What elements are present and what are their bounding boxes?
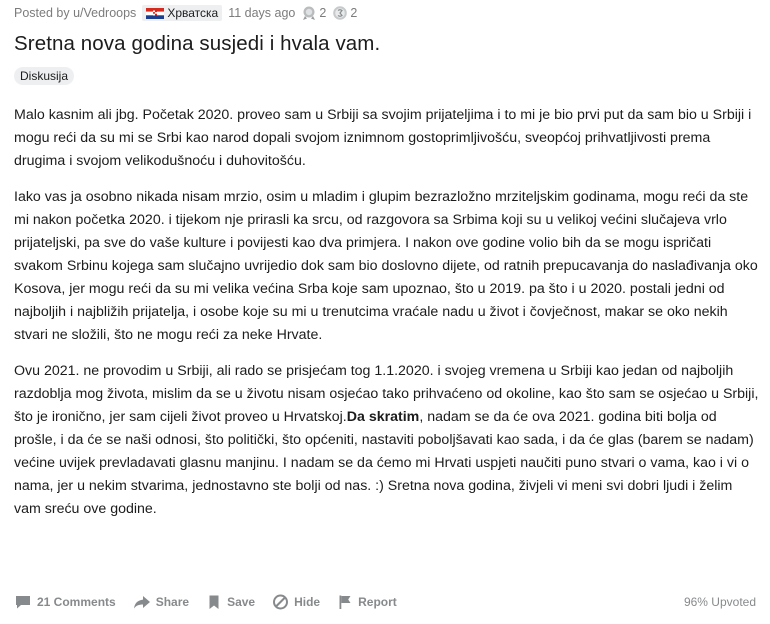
post-paragraph-text: , nadam se da će ova 2021. godina biti bolja od prošle, i da će se naši odnosi, što politički, što općeniti, nastaviti poboljšavati kao sada, i da će glas (barem se nadam) većine uvijek prevladavati glasnu manjinu. I nadam se da ćemo mi Hrvati uspjeti naučiti puno stvari o vama, kao i vi o nama, jer u nekim stvarima, jednostavno ste bolji od nas. :) Sretna nova godina, živjeli vi meni svi dobri ljudi i želim vam sreću ove godine. <box>14 409 754 517</box>
user-flair <box>142 5 222 21</box>
post-paragraph: Iako vas ja osobno nikada nisam mrzio, osim u mladim i glupim bezrazložno mrziteljskim godinama, mogu reći da ste mi nakon početka 2020. i tijekom nje prirasli ka srcu, od razgovora sa Srbima koji su u velikoj većini slučajeva vrlo prijateljski, pa sve do vaše kulture i povijesti kao dva primjera. I nakon ove godine volio bih da se mogu ispričati svakom Srbinu kojega sam slučajno uvrijedio dok sam bio doslovno dijete, od ratnih prepucavanja do naslađivanja oko Kosova, jer mogu reći da su mi velika većina Srba koje sam upoznao, što u 2019. pa što i u 2020. postali jedni od najboljih i najbližih prijatelja, i osobe koje su mi u trenutcima vraćale nadu u život i čovječnost, makar se oko nekih stvari ne složili, što ne mogu reći za neke Hrvate. <box>14 189 758 343</box>
award-silver[interactable] <box>301 5 326 21</box>
hide-label: Hide <box>294 595 321 609</box>
croatia-flag-icon <box>146 8 164 19</box>
save-label: Save <box>227 595 256 609</box>
award-silver-icon <box>301 5 317 21</box>
comments-button[interactable] <box>14 594 116 610</box>
comment-icon <box>14 594 32 610</box>
post-time[interactable]: 11 days ago <box>228 6 296 20</box>
post-body <box>14 104 760 534</box>
report-label: Report <box>358 595 397 609</box>
award-silver-count: 2 <box>319 6 327 20</box>
award-coin-icon <box>332 5 348 21</box>
share-arrow-icon <box>133 594 151 610</box>
post-flair[interactable]: Diskusija <box>14 67 74 85</box>
upvote-ratio: 96% Upvoted <box>683 595 756 609</box>
award-coin-count: 2 <box>350 6 358 20</box>
comments-label: 21 Comments <box>37 595 116 609</box>
posted-by[interactable]: Posted by u/Vedroops <box>14 6 137 20</box>
post-meta <box>14 4 357 22</box>
flag-icon <box>337 594 353 610</box>
post-actions <box>14 590 756 614</box>
hide-button[interactable] <box>272 594 320 610</box>
post-bold-text: Da skratim <box>346 409 420 425</box>
save-button[interactable] <box>206 594 255 610</box>
post-paragraph: Malo kasnim ali jbg. Početak 2020. proveo sam u Srbiji sa svojim prijateljima i to mi je bio prvi put da sam bio u Srbiji i mogu reći da su mi se Srbi kao narod dopali svojom iznimnom gostoprimljivošću, sveopćoj prihvatljivosti prema drugima i svojom velikodušnoću i duhovitošću. <box>14 107 752 169</box>
report-button[interactable] <box>337 594 397 610</box>
bookmark-icon <box>206 594 222 610</box>
post-paragraph-text: Ovu 2021. ne provodim u Srbiji, ali rado se prisjećam tog 1.1.2020. i svojeg vremena u Srbiji kao jedan od najboljih razdoblja mog života, mislim da se u životu nisam osjećao tako prihvaćeno od okoline, kao što sam se osjećao u Srbiji, što je ironično, jer sam cijeli život proveo u Hrvatskoj. <box>14 363 759 425</box>
hide-eye-icon <box>272 594 289 610</box>
user-flair-label: Хрватска <box>167 6 219 20</box>
award-coin[interactable] <box>332 5 357 21</box>
post-paragraph <box>14 360 760 521</box>
post-title[interactable]: Sretna nova godina susjedi i hvala vam. <box>14 32 381 55</box>
share-button[interactable] <box>133 594 189 610</box>
share-label: Share <box>155 595 190 609</box>
